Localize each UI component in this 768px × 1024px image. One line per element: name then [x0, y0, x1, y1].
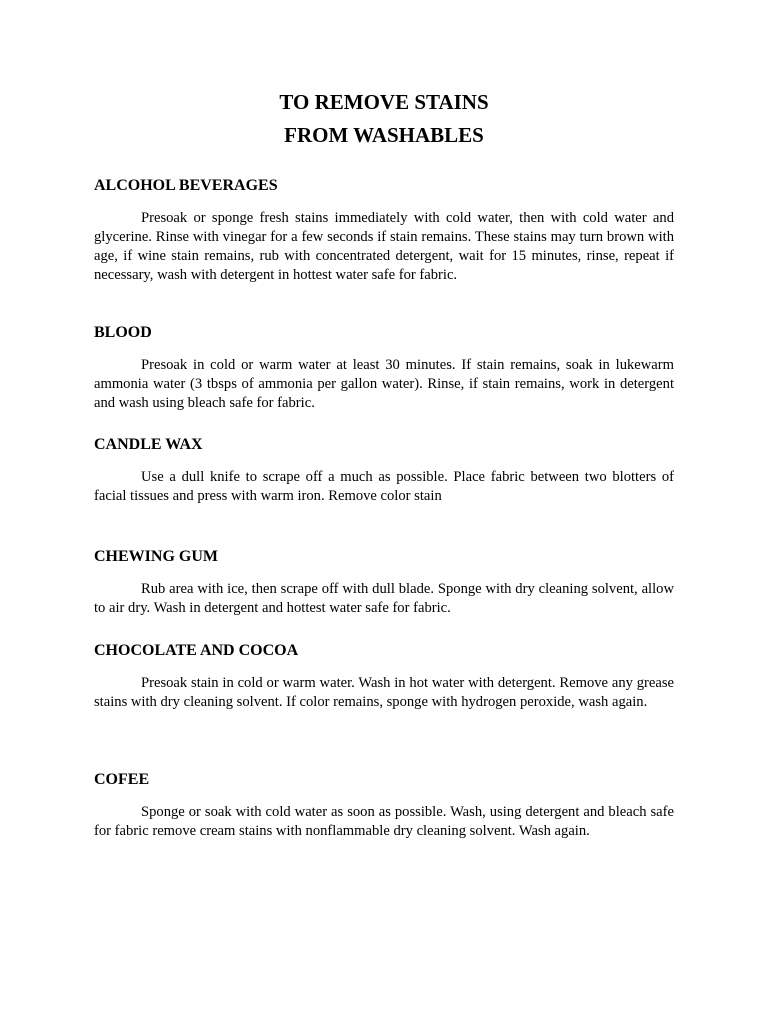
- section-blood: [94, 323, 674, 413]
- section-heading: CANDLE WAX: [94, 436, 203, 453]
- document-title-line-2: FROM WASHABLES: [284, 123, 484, 147]
- document-title-line-1: TO REMOVE STAINS: [279, 90, 489, 114]
- section-chocolate-and-cocoa: [94, 641, 674, 712]
- section-text: Use a dull knife to scrape off a much as possible. Place fabric between two blotters of facial tissues and press with warm iron. Remove color stain: [94, 469, 674, 504]
- section-heading: CHEWING GUM: [94, 548, 218, 565]
- section-text: Rub area with ice, then scrape off with dull blade. Sponge with dry cleaning solvent, allow to air dry. Wash in detergent and hottest water safe for fabric.: [94, 581, 674, 616]
- section-heading: ALCOHOL BEVERAGES: [94, 177, 278, 194]
- section-text: Presoak in cold or warm water at least 30 minutes. If stain remains, soak in lukewarm ammonia water (3 tbsps of ammonia per gallon water). Rinse, if stain remains, work in detergent and wash using bleach safe for fabric.: [94, 357, 674, 411]
- section-cofee: [94, 770, 674, 841]
- section-heading: BLOOD: [94, 324, 152, 341]
- section-text: Presoak or sponge fresh stains immediately with cold water, then with cold water and glycerine. Rinse with vinegar for a few seconds if stain remains. These stains may turn brown with age, if wine stain remains, rub with concentrated detergent, wait for 15 minutes, rinse, repeat if necessary, wash with detergent in hottest water safe for fabric.: [94, 210, 674, 283]
- section-chewing-gum: [94, 547, 674, 618]
- section-alcohol-beverages: [94, 176, 674, 285]
- section-heading: CHOCOLATE AND COCOA: [94, 642, 299, 659]
- section-candle-wax: [94, 435, 674, 506]
- section-text: Sponge or soak with cold water as soon as possible. Wash, using detergent and bleach safe for fabric remove cream stains with nonflammable dry cleaning solvent. Wash again.: [94, 804, 674, 839]
- section-heading: COFEE: [94, 771, 150, 788]
- section-text: Presoak stain in cold or warm water. Wash in hot water with detergent. Remove any grease stains with dry cleaning solvent. If color remains, sponge with hydrogen peroxide, wash again.: [94, 675, 674, 710]
